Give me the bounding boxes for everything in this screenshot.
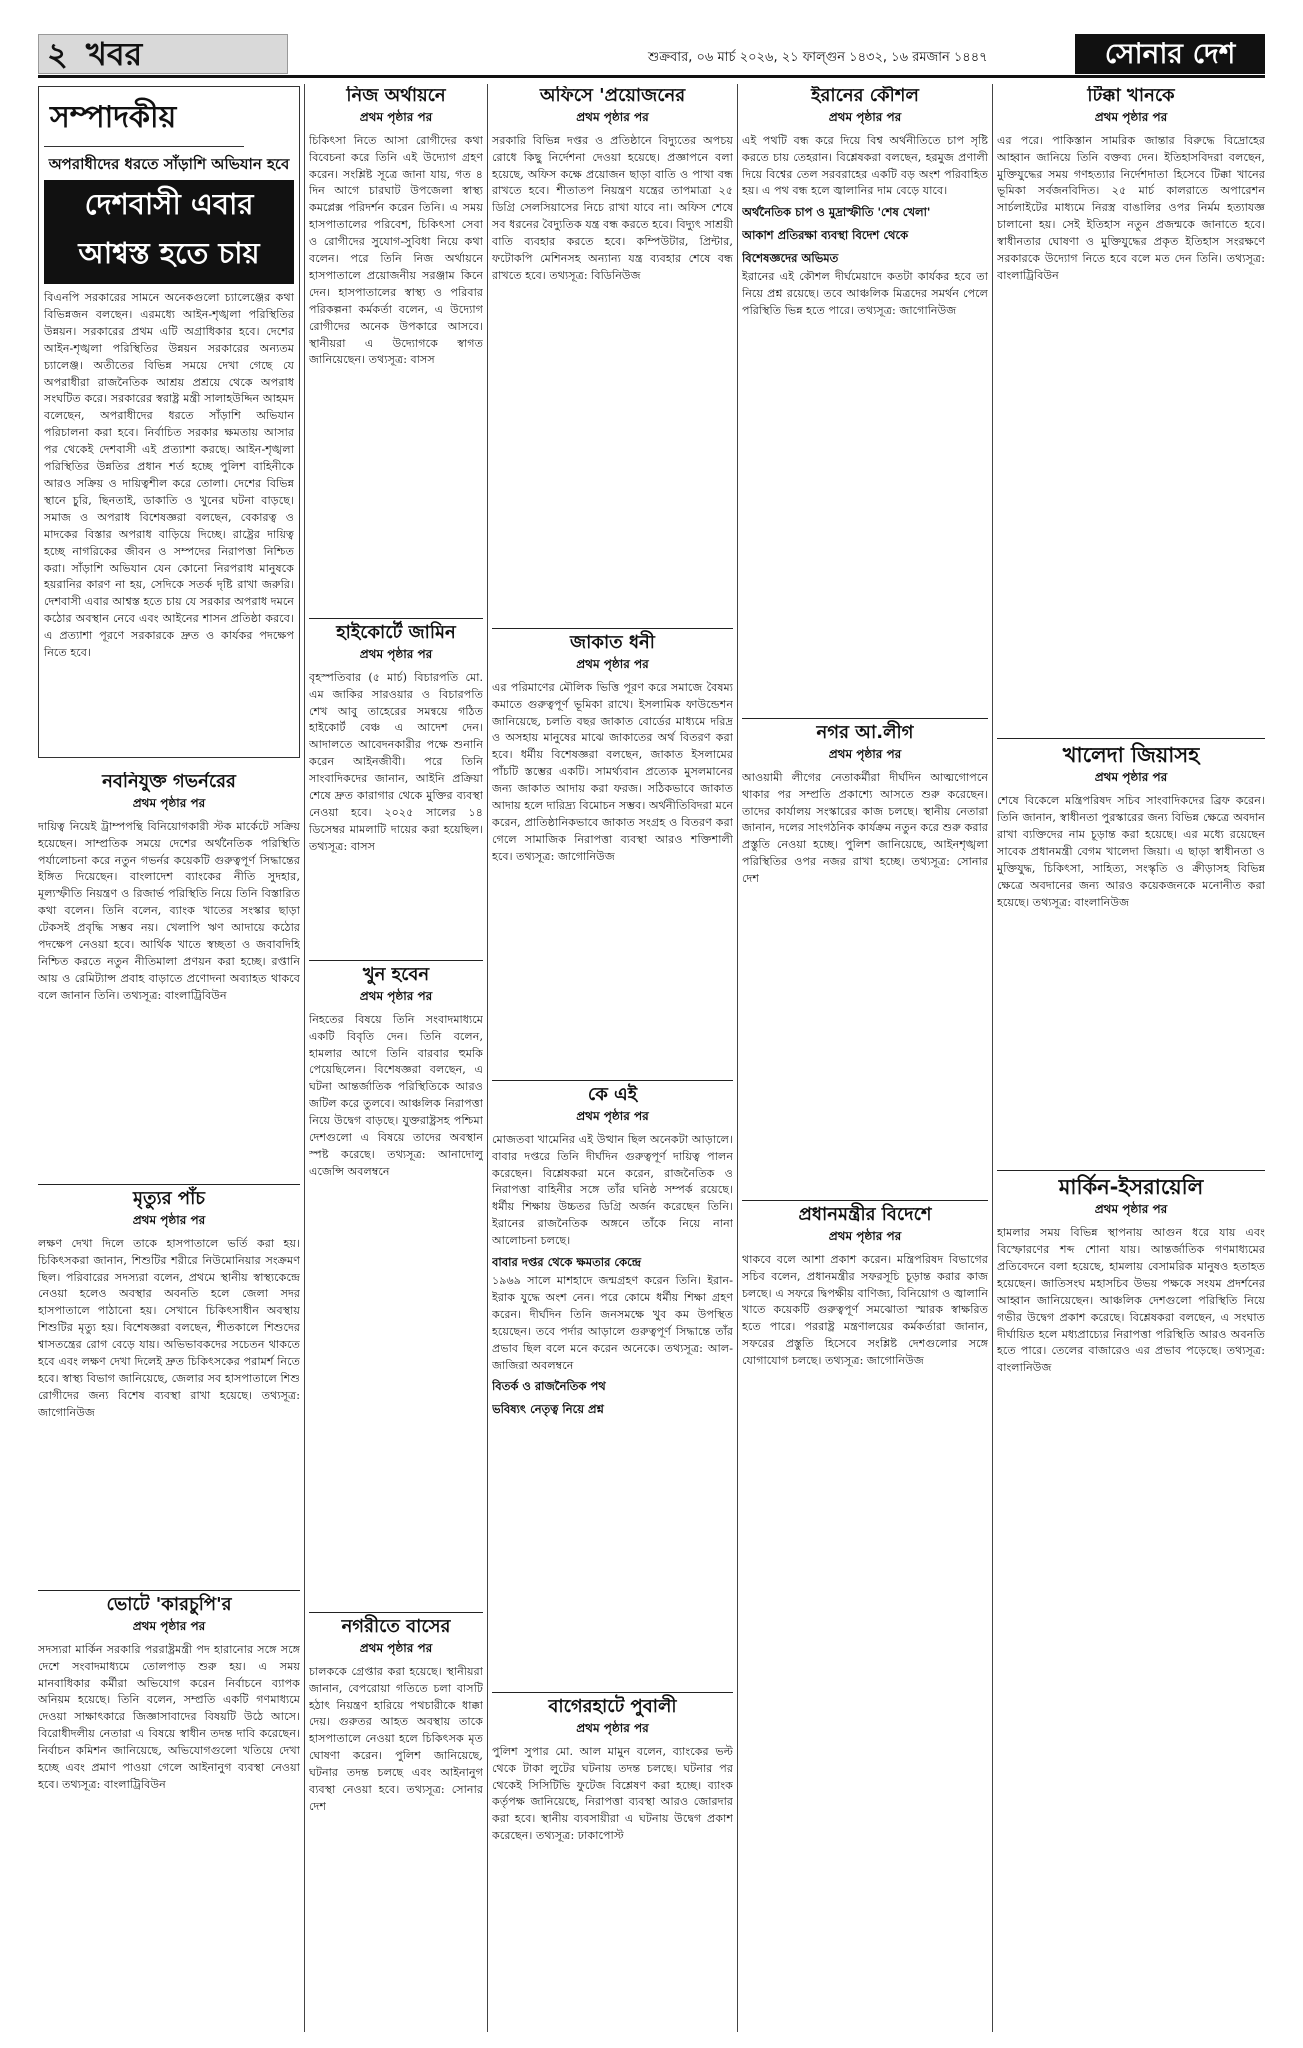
page-number-bar [38, 34, 288, 74]
article-body: সরকারি বিভিন্ন দপ্তর ও প্রতিষ্ঠানে বিদ্যুতের অপচয় রোধে কিছু নির্দেশনা দেওয়া হয়েছে। প্রজ্ঞাপনে বলা হয়েছে, অফিস কক্ষে প্রয়োজন ছাড়া বাতি ও পাখা বন্ধ রাখতে হবে। শীতাতপ নিয়ন্ত্রণ যন্ত্রের তাপমাত্রা ২৫ ডিগ্রি সেলসিয়াসের নিচে রাখা যাবে না। অফিস শেষে সব ধরনের বৈদ্যুতিক যন্ত্র বন্ধ করতে হবে। বিদ্যুৎ সাশ্রয়ী বাতি ব্যবহার করতে হবে। কম্পিউটার, প্রিন্টার, ফটোকপি মেশিনসহ অন্যান্য যন্ত্র ব্যবহার শেষে বন্ধ রাখতে হবে। তথ্যসূত্র: বিডিনিউজ [492, 133, 733, 282]
article-headline: হাইকোর্টে জামিন [336, 622, 456, 643]
article-subhead: অর্থনৈতিক চাপ ও মুদ্রাস্ফীতি 'শেষ খেলা' [742, 205, 931, 220]
continued-kicker: প্রথম পৃষ্ঠার পর [359, 988, 433, 1003]
article-body: লক্ষণ দেখা দিলে তাকে হাসপাতালে ভর্তি করা হয়। চিকিৎসকরা জানান, শিশুটির শরীরে নিউমোনিয়ার সংক্রমণ ছিল। পরিবারের সদস্যরা বলেন, প্রথমে স্থানীয় স্বাস্থ্যকেন্দ্রে নেওয়া হলেও অবস্থার অবনতি হলে জেলা সদর হাসপাতালে পাঠানো হয়। সেখানে চিকিৎসাধীন অবস্থায় শিশুটির মৃত্যু হয়। বিশেষজ্ঞরা বলছেন, শীতকালে শিশুদের শ্বাসতন্ত্রের রোগ বেড়ে যায়। অভিভাবকদের সচেতন থাকতে হবে এবং লক্ষণ দেখা দিলেই দ্রুত চিকিৎসকের পরামর্শ নিতে হবে। স্বাস্থ্য বিভাগ জানিয়েছে, জেলার সব হাসপাতালে শিশু রোগীদের জন্য বিশেষ ব্যবস্থা রাখা হয়েছে। তথ্যসূত্র: জাগোনিউজ [38, 1236, 300, 1419]
article-body: নিহতের বিষয়ে তিনি সংবাদমাধ্যমে একটি বিবৃতি দেন। তিনি বলেন, হামলার আগে তিনি বারবার হুমকি পেয়েছিলেন। বিশেষজ্ঞরা বলছেন, এ ঘটনা আন্তর্জাতিক পরিস্থিতিকে আরও জটিল করে তুলবে। আঞ্চলিক নিরাপত্তা নিয়ে উদ্বেগ বাড়ছে। যুক্তরাষ্ট্রসহ পশ্চিমা দেশগুলো এ বিষয়ে তাদের অবস্থান স্পষ্ট করেছে। তথ্যসূত্র: আনাদোলু এজেন্সি অবলম্বনে [309, 1012, 483, 1178]
continued-kicker: প্রথম পৃষ্ঠার পর [828, 746, 902, 761]
article-body: ১৯৬৯ সালে মাশহাদে জন্মগ্রহণ করেন তিনি। ইরান-ইরাক যুদ্ধে অংশ নেন। পরে কোমে ধর্মীয় শিক্ষা গ্রহণ করেন। দীর্ঘদিন তিনি জনসমক্ষে খুব কম উপস্থিত হয়েছেন। তবে পর্দার আড়ালে গুরুত্বপূর্ণ সিদ্ধান্তে তাঁর প্রভাব ছিল বলে মনে করেন অনেকে। তথ্যসূত্র: আল-জাজিরা অবলম্বনে [492, 1274, 733, 1372]
continued-kicker: প্রথম পৃষ্ঠার পর [828, 109, 902, 124]
column-rule [304, 84, 305, 2032]
article-own-economy [309, 86, 483, 606]
article-khaleda [997, 738, 1265, 1158]
article-pm-abroad [742, 1200, 988, 2030]
article-office-need [492, 86, 733, 616]
editorial-body: বিএনপি সরকারের সামনে অনেকগুলো চ্যালেঞ্জের কথা বিভিন্নজন বলছেন। এরমধ্যে আইন-শৃঙ্খলা পরিস্থিতির উন্নয়ন। সরকারের প্রথম এটি অগ্রাধিকার হবে। দেশের আইন-শৃঙ্খলা পরিস্থিতির উন্নয়ন সরকারের অন্যতম চ্যালেঞ্জ। অতীতের বিভিন্ন সময়ে দেখা গেছে যে অপরাধীরা রাজনৈতিক আশ্রয় প্রশ্রয়ে থেকে অপরাধ সংঘটিত করে। সরকারের স্বরাষ্ট্র মন্ত্রী সালাহউদ্দিন আহমদ বলেছেন, অপরাধীদের ধরতে সাঁড়াশি অভিযান পরিচালনা করা হবে। নির্বাচিত সরকার ক্ষমতায় আসার পর থেকেই দেশবাসী এই প্রত্যাশা করছে। আইন-শৃঙ্খলা পরিস্থিতির উন্নতির প্রধান শর্ত হচ্ছে পুলিশ বাহিনীকে আরও সক্রিয় ও দায়িত্বশীল করে তোলা। দেশের বিভিন্ন স্থানে চুরি, ছিনতাই, ডাকাতি ও খুনের ঘটনা বাড়ছে। সমাজ ও অপরাধ বিশেষজ্ঞরা বলছেন, বেকারত্ব ও মাদকের বিস্তার অপরাধ বাড়িয়ে দিচ্ছে। রাষ্ট্রের দায়িত্ব হচ্ছে নাগরিকের জীবন ও সম্পদের নিরাপত্তা নিশ্চিত করা। সাঁড়াশি অভিযান যেন কোনো নিরপরাধ মানুষকে হয়রানির কারণ না হয়, সেদিকে সতর্ক দৃষ্টি রাখা জরুরি। দেশবাসী এবার আশ্বস্ত হতে চায় যে সরকার অপরাধ দমনে কঠোর অবস্থান নেবে এবং আইনের শাসন প্রতিষ্ঠা করবে। এ প্রত্যাশা পূরণে সরকারকে দ্রুত ও কার্যকর পদক্ষেপ নিতে হবে। [44, 291, 294, 660]
continued-kicker: প্রথম পৃষ্ঠার পর [132, 1212, 206, 1227]
editorial-headline: দেশবাসী এবার আশ্বস্ত হতে চায় [44, 180, 294, 284]
continued-kicker: প্রথম পৃষ্ঠার পর [132, 1618, 206, 1633]
article-body: থাকবে বলে আশা প্রকাশ করেন। মন্ত্রিপরিষদ বিভাগের সচিব বলেন, প্রধানমন্ত্রীর সফরসূচি চূড়ান্ত করার কাজ চলছে। এ সফরে দ্বিপক্ষীয় বাণিজ্য, বিনিয়োগ ও জ্বালানি খাতে কয়েকটি গুরুত্বপূর্ণ সমঝোতা স্মারক স্বাক্ষরিত হতে পারে। পররাষ্ট্র মন্ত্রণালয়ের কর্মকর্তারা জানান, সফরের প্রস্তুতি হিসেবে সংশ্লিষ্ট দেশগুলোর সঙ্গে যোগাযোগ চলছে। তথ্যসূত্র: জাগোনিউজ [742, 1252, 988, 1368]
article-headline: প্রধানমন্ত্রীর বিদেশে [798, 1204, 932, 1225]
article-body: এর পরে। পাকিস্তান সামরিক জান্তার বিরুদ্ধে বিদ্রোহের আহ্বান জানিয়ে তিনি বক্তব্য দেন। ইতিহাসবিদরা বলছেন, মুক্তিযুদ্ধের সময় গণহত্যার নির্দেশদাতা হিসেবে টিক্কা খানের ভূমিকা সর্বজনবিদিত। ২৫ মার্চ কালরাতে অপারেশন সার্চলাইটের মাধ্যমে নিরস্ত্র বাঙালির ওপর নির্মম হত্যাযজ্ঞ চালানো হয়। সেই ইতিহাস নতুন প্রজন্মকে জানাতে হবে। স্বাধীনতার ঘোষণা ও মুক্তিযুদ্ধের প্রকৃত ইতিহাস সংরক্ষণে সরকারকে উদ্যোগ নিতে হবে বলে মত দেন তিনি। তথ্যসূত্র: বাংলাট্রিবিউন [997, 133, 1265, 282]
column-rule [487, 84, 488, 2032]
continued-kicker: প্রথম পৃষ্ঠার পর [359, 1640, 433, 1655]
article-governor [38, 772, 300, 1172]
article-headline: মৃত্যুর পাঁচ [132, 1188, 206, 1209]
article-body: এর পরিমাণের মৌলিক ভিত্তি পূরণ করে সমাজে বৈষম্য কমাতে গুরুত্বপূর্ণ ভূমিকা রাখে। ইসলামিক ফাউন্ডেশন জানিয়েছে, চলতি বছর জাকাত বোর্ডের মাধ্যমে দরিদ্র ও অসহায় মানুষের মাঝে জাকাতের অর্থ বিতরণ করা হবে। ধর্মীয় বিশেষজ্ঞরা বলছেন, জাকাত ইসলামের পাঁচটি স্তম্ভের একটি। সামর্থ্যবান প্রত্যেক মুসলমানের জন্য জাকাত আদায় করা ফরজ। সঠিকভাবে জাকাত আদায় হলে দারিদ্র্য বিমোচন সম্ভব। অর্থনীতিবিদরা মনে করেন, প্রাতিষ্ঠানিকভাবে জাকাত সংগ্রহ ও বিতরণ করা গেলে সামাজিক নিরাপত্তা ব্যবস্থা আরও শক্তিশালী হবে। তথ্যসূত্র: জাগোনিউজ [492, 680, 733, 863]
editorial-box [38, 86, 300, 762]
article-bus [309, 1612, 483, 2030]
article-headline: কে এই [587, 1084, 638, 1105]
article-body: ইরানের এই কৌশল দীর্ঘমেয়াদে কতটা কার্যকর হবে তা নিয়ে প্রশ্ন রয়েছে। তবে আঞ্চলিক মিত্রদের সমর্থন পেলে পরিস্থিতি ভিন্ন হতে পারে। তথ্যসূত্র: জাগোনিউজ [742, 270, 988, 318]
article-us-israel [997, 1170, 1265, 2030]
article-headline: খালেদা জিয়াসহ [1062, 743, 1200, 767]
continued-kicker: প্রথম পৃষ্ঠার পর [576, 1720, 649, 1735]
article-zakat [492, 628, 733, 1068]
article-body: চিকিৎসা নিতে আসা রোগীদের কথা বিবেচনা করে তিনি এই উদ্যোগ গ্রহণ করেন। সংশ্লিষ্ট সূত্রে জানা যায়, গত ৪ দিন আগে চারঘাট উপজেলা স্বাস্থ্য কমপ্লেক্স পরিদর্শন করেন তিনি। এ সময় হাসপাতালের পরিবেশ, চিকিৎসা সেবা ও রোগীদের সুযোগ-সুবিধা নিয়ে কথা বলেন। পরে তিনি নিজ অর্থায়নে হাসপাতালে প্রয়োজনীয় সরঞ্জাম কিনে দেন। হাসপাতালের স্বাস্থ্য ও পরিবার পরিকল্পনা কর্মকর্তা বলেন, এ উদ্যোগ রোগীদের অনেক উপকারে আসবে। স্থানীয়রা এ উদ্যোগকে স্বাগত জানিয়েছেন। তথ্যসূত্র: বাসস [309, 133, 483, 367]
column-rule [737, 84, 738, 2032]
editorial-subhead: অপরাধীদের ধরতে সাঁড়াশি অভিযান হবে [48, 155, 290, 173]
article-headline: নিজ অর্থায়নে [346, 86, 446, 106]
article-headline: অফিসে 'প্রয়োজনের [539, 86, 686, 106]
article-subhead: বাবার দপ্তর থেকে ক্ষমতার কেন্দ্রে [492, 1255, 642, 1270]
article-body: শেষে বিকেলে মন্ত্রিপরিষদ সচিব সাংবাদিকদের ব্রিফ করেন। তিনি জানান, স্বাধীনতা পুরস্কারের জন্য বিভিন্ন ক্ষেত্রে অবদান রাখা ব্যক্তিদের নাম চূড়ান্ত করা হয়েছে। এর মধ্যে রয়েছেন সাবেক প্রধানমন্ত্রী বেগম খালেদা জিয়া। এ ছাড়া স্বাধীনতা ও মুক্তিযুদ্ধ, চিকিৎসা, সাহিত্য, সংস্কৃতি ও ক্রীড়াসহ বিভিন্ন ক্ষেত্রে অবদানের জন্য আরও কয়েকজনকে মনোনীত করা হয়েছে। তথ্যসূত্র: বাংলানিউজ [997, 794, 1265, 909]
article-high-court [309, 618, 483, 948]
continued-kicker: প্রথম পৃষ্ঠার পর [1094, 1202, 1168, 1217]
article-subhead: আকাশ প্রতিরক্ষা ব্যবস্থা বিদেশ থেকে [742, 228, 909, 243]
article-headline: ভোটে 'কারচুপি'র [106, 1594, 232, 1615]
article-body: বৃহস্পতিবার (৫ মার্চ) বিচারপতি মো. এম জাকির সারওয়ার ও বিচারপতি শেখ আবু তাহেরের সমন্বয়ে গঠিত হাইকোর্ট বেঞ্চ এ আদেশ দেন। আদালতে আবেদনকারীর পক্ষে শুনানি করেন আইনজীবী। পরে তিনি সাংবাদিকদের জানান, আইনি প্রক্রিয়া শেষে দ্রুত কারাগার থেকে মুক্তির ব্যবস্থা নেওয়া হবে। ২০২৫ সালের ১৪ ডিসেম্বর মামলাটি দায়ের করা হয়েছিল। তথ্যসূত্র: বাসস [309, 670, 483, 853]
article-subhead: বিশেষজ্ঞদের অভিমত [742, 251, 839, 266]
article-headline: মার্কিন-ইসরায়েলি [1058, 1175, 1204, 1199]
continued-kicker: প্রথম পৃষ্ঠার পর [1094, 770, 1168, 785]
dateline: শুক্রবার, ০৬ মার্চ ২০২৬, ২১ ফাল্গুন ১৪৩২, ১৬ রমজান ১৪৪৭ [648, 50, 988, 65]
continued-kicker: প্রথম পৃষ্ঠার পর [359, 109, 433, 124]
article-tikka [997, 86, 1265, 726]
continued-kicker: প্রথম পৃষ্ঠার পর [359, 646, 433, 661]
masthead [38, 34, 1265, 78]
continued-kicker: প্রথম পৃষ্ঠার পর [828, 1228, 902, 1243]
article-bagerhat [492, 1692, 733, 2030]
article-headline: বাগেরহাটে পুবালী [548, 1696, 677, 1717]
article-subhead: ভবিষ্যৎ নেতৃত্ব নিয়ে প্রশ্ন [492, 1402, 604, 1417]
article-body: হামলার সময় বিভিন্ন স্থাপনায় আগুন ধরে যায় এবং বিস্ফোরণের শব্দ শোনা যায়। আন্তর্জাতিক গণমাধ্যমের প্রতিবেদনে বলা হয়েছে, হামলায় বেসামরিক মানুষও হতাহত হয়েছেন। জাতিসংঘ মহাসচিব উভয় পক্ষকে সংযম প্রদর্শনের আহ্বান জানিয়েছেন। আঞ্চলিক দেশগুলো পরিস্থিতি নিয়ে গভীর উদ্বেগ প্রকাশ করেছে। বিশ্লেষকরা বলছেন, এ সংঘাত দীর্ঘায়িত হলে মধ্যপ্রাচ্যের নিরাপত্তা পরিস্থিতি আরও অবনতি হতে পারে। তেলের বাজারেও এর প্রভাব পড়েছে। তথ্যসূত্র: বাংলানিউজ [997, 1226, 1265, 1375]
continued-kicker: প্রথম পৃষ্ঠার পর [576, 1108, 649, 1123]
page-number: ২ [47, 35, 68, 73]
article-vote [38, 1590, 300, 2030]
continued-kicker: প্রথম পৃষ্ঠার পর [576, 656, 649, 671]
article-headline: নগর আ.লীগ [816, 722, 914, 743]
article-body: পুলিশ সুপার মো. আল মামুন বলেন, ব্যাংকের ভল্ট থেকে টাকা লুটের ঘটনায় তদন্ত চলছে। ঘটনার পর থেকেই সিসিটিভি ফুটেজ বিশ্লেষণ করা হচ্ছে। ব্যাংক কর্তৃপক্ষ জানিয়েছে, নিরাপত্তা ব্যবস্থা আরও জোরদার করা হবে। স্থানীয় ব্যবসায়ীরা এ ঘটনায় উদ্বেগ প্রকাশ করেছেন। তথ্যসূত্র: ঢাকাপোস্ট [492, 1744, 733, 1843]
newspaper-logo: সোনার দেশ [1075, 34, 1265, 74]
article-who-is [492, 1080, 733, 1680]
article-headline: নগরীতে বাসের [341, 1616, 451, 1637]
article-headline: নবনিযুক্ত গভর্নরের [102, 772, 236, 792]
article-city-league [742, 718, 988, 1188]
article-headline: জাকাত ধনী [570, 632, 655, 653]
continued-kicker: প্রথম পৃষ্ঠার পর [1094, 109, 1168, 124]
article-mother-five [38, 1184, 300, 1580]
article-headline: টিক্কা খানকে [1087, 86, 1175, 106]
article-body: সদস্যরা মার্কিন সরকারি পররাষ্ট্রমন্ত্রী পদ হারানোর সঙ্গে সঙ্গে দেশে সংবাদমাধ্যমে তোলপাড় শুরু হয়। এ সময় মানবাধিকার কর্মীরা অভিযোগ করেন নির্বাচনে ব্যাপক অনিয়ম হয়েছে। তিনি বলেন, সম্প্রতি একটি গণমাধ্যমে দেওয়া সাক্ষাৎকারে জিজ্ঞাসাবাদের বিষয়টি উঠে আসে। বিরোধীদলীয় নেতারা এ বিষয়ে স্বাধীন তদন্ত দাবি করেছেন। নির্বাচন কমিশন জানিয়েছে, অভিযোগগুলো খতিয়ে দেখা হচ্ছে এবং প্রমাণ পাওয়া গেলে আইনানুগ ব্যবস্থা নেওয়া হবে। তথ্যসূত্র: বাংলাট্রিবিউন [38, 1642, 300, 1791]
column-rule [992, 84, 993, 2032]
article-iran-strategy [742, 86, 988, 706]
article-body: আওয়ামী লীগের নেতাকর্মীরা দীর্ঘদিন আত্মগোপনে থাকার পর সম্প্রতি প্রকাশ্যে আসতে শুরু করেছেন। তাদের কার্যালয় সংস্কারের কাজ চলছে। স্থানীয় নেতারা জানান, দলের সাংগঠনিক কার্যক্রম নতুন করে শুরু করার প্রস্তুতি নেওয়া হচ্ছে। পুলিশ জানিয়েছে, আইনশৃঙ্খলা পরিস্থিতির ওপর নজর রাখা হচ্ছে। তথ্যসূত্র: সোনার দেশ [742, 770, 988, 886]
article-killed [309, 960, 483, 1600]
article-body: চালককে গ্রেপ্তার করা হয়েছে। স্থানীয়রা জানান, বেপরোয়া গতিতে চলা বাসটি হঠাৎ নিয়ন্ত্রণ হারিয়ে পথচারীকে ধাক্কা দেয়। গুরুতর আহত অবস্থায় তাকে হাসপাতালে নেওয়া হলে চিকিৎসক মৃত ঘোষণা করেন। পুলিশ জানিয়েছে, ঘটনার তদন্ত চলছে এবং আইনানুগ ব্যবস্থা নেওয়া হবে। তথ্যসূত্র: সোনার দেশ [309, 1664, 483, 1813]
continued-kicker: প্রথম পৃষ্ঠার পর [576, 109, 649, 124]
article-headline: খুন হবেন [362, 964, 430, 985]
article-subhead: বিতর্ক ও রাজনৈতিক পথ [492, 1379, 606, 1394]
section-name: খবর [85, 35, 143, 73]
article-body: দায়িত্ব নিয়েই ট্রাম্পপন্থি বিনিয়োগকারী স্টক মার্কেটে সক্রিয় হয়েছেন। সাম্প্রতিক সময়ে দেশের অর্থনৈতিক পরিস্থিতি পর্যালোচনা করে নতুন গভর্নর কয়েকটি গুরুত্বপূর্ণ সিদ্ধান্তের ইঙ্গিত দিয়েছেন। বাংলাদেশ ব্যাংকের নীতি সুদহার, মূল্যস্ফীতি নিয়ন্ত্রণ ও রিজার্ভ পরিস্থিতি নিয়ে তিনি বিস্তারিত কথা বলেন। তিনি বলেন, ব্যাংক খাতের সংস্কার ছাড়া টেকসই প্রবৃদ্ধি সম্ভব নয়। খেলাপি ঋণ আদায়ে কঠোর পদক্ষেপ নেওয়া হবে। আর্থিক খাতে স্বচ্ছতা ও জবাবদিহি নিশ্চিত করতে নতুন নীতিমালা প্রণয়ন করা হচ্ছে। রপ্তানি আয় ও রেমিট্যান্স প্রবাহ বাড়াতে প্রণোদনা অব্যাহত থাকবে বলে জানান তিনি। তথ্যসূত্র: বাংলাট্রিবিউন [38, 819, 300, 1002]
article-body: মোজতবা খামেনির এই উত্থান ছিল অনেকটা আড়ালে। বাবার দপ্তরে তিনি দীর্ঘদিন গুরুত্বপূর্ণ দায়িত্ব পালন করেছেন। বিশ্লেষকরা মনে করেন, রাজনৈতিক ও নিরাপত্তা বাহিনীর সঙ্গে তাঁর ঘনিষ্ঠ সম্পর্ক রয়েছে। ধর্মীয় শিক্ষায় উচ্চতর ডিগ্রি অর্জন করেছেন তিনি। ইরানের রাজনৈতিক অঙ্গনে তাঁকে নিয়ে নানা আলোচনা চলছে। [492, 1132, 733, 1248]
article-headline: ইরানের কৌশল [811, 86, 919, 106]
editorial-title: সম্পাদকীয় [44, 91, 244, 147]
continued-kicker: প্রথম পৃষ্ঠার পর [132, 795, 206, 810]
article-body: এই পথটি বন্ধ করে দিয়ে বিশ্ব অর্থনীতিতে চাপ সৃষ্টি করতে চায় তেহরান। বিশ্লেষকরা বলছেন, হরমুজ প্রণালী দিয়ে বিশ্বের তেল সরবরাহের একটি বড় অংশ পরিবাহিত হয়। এ পথ বন্ধ হলে জ্বালানির দাম বেড়ে যাবে। [742, 133, 988, 198]
